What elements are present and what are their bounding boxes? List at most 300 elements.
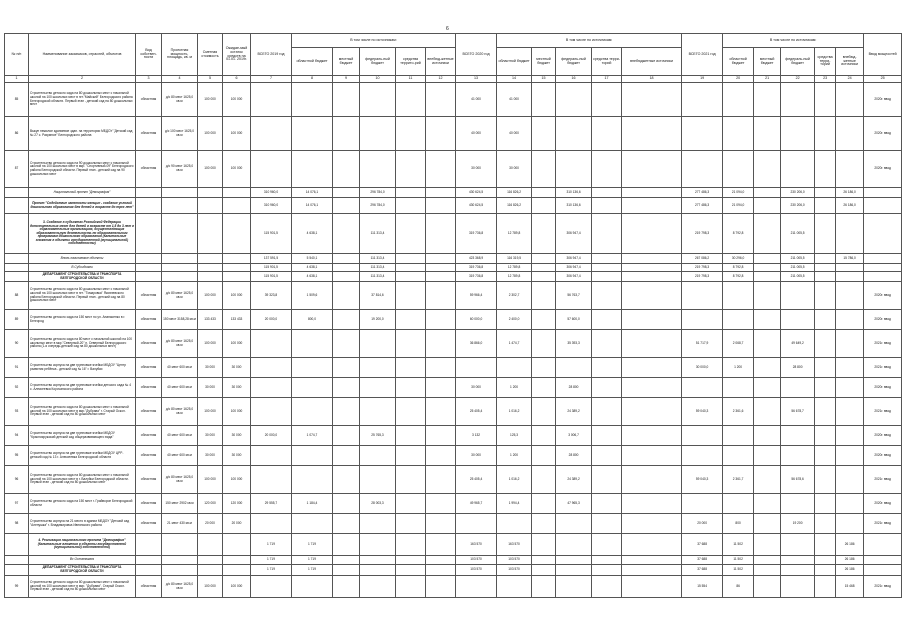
table-cell bbox=[426, 272, 456, 282]
table-cell: 40 000 bbox=[456, 117, 497, 151]
header-remain: Ожидае-мый остаток средств на 01.01. 2019г. bbox=[223, 34, 251, 76]
table-cell: 25 405,4 bbox=[456, 398, 497, 426]
table-cell bbox=[592, 565, 622, 576]
table-row bbox=[5, 426, 902, 446]
table-cell bbox=[426, 426, 456, 446]
table-cell bbox=[251, 117, 292, 151]
table-cell bbox=[622, 117, 682, 151]
table-cell: 423 368,9 bbox=[456, 254, 497, 264]
table-cell: 2020г. ввод bbox=[864, 151, 902, 188]
table-cell bbox=[497, 514, 532, 534]
table-cell bbox=[396, 264, 426, 272]
table-cell: 111 313,4 bbox=[360, 254, 396, 264]
table-cell bbox=[396, 534, 426, 556]
table-cell bbox=[136, 188, 162, 198]
table-cell bbox=[251, 358, 292, 378]
table-cell bbox=[622, 565, 682, 576]
table-cell: 100 000 bbox=[223, 83, 251, 117]
table-cell: 40 мест 600 кв.м bbox=[162, 378, 198, 398]
table-cell bbox=[333, 330, 360, 358]
row-name-cell: Строительство детского сада на 150 мест г. Грайворон Белгородской области bbox=[29, 494, 136, 514]
table-cell: д/с 80 мест 1625,0 кв.м bbox=[162, 330, 198, 358]
column-index-cell: 25 bbox=[864, 76, 902, 83]
table-cell bbox=[251, 576, 292, 598]
table-cell: 20 000 bbox=[223, 514, 251, 534]
header-local-2021: местный бюджет bbox=[754, 48, 781, 76]
table-cell bbox=[136, 254, 162, 264]
table-cell: 137 591,5 bbox=[251, 254, 292, 264]
header-offbudget-2021: внебюд-жетные источники bbox=[836, 48, 864, 76]
table-cell bbox=[136, 565, 162, 576]
table-cell bbox=[723, 310, 754, 330]
table-cell bbox=[426, 310, 456, 330]
table-cell: 21 094,0 bbox=[723, 188, 754, 198]
table-cell: 85 bbox=[5, 83, 29, 117]
table-cell: 90 bbox=[5, 330, 29, 358]
table-cell bbox=[592, 514, 622, 534]
table-cell: 1 719 bbox=[251, 556, 292, 565]
table-cell bbox=[864, 264, 902, 272]
table-cell bbox=[162, 254, 198, 264]
tot-row bbox=[5, 188, 902, 198]
table-cell: 8 792,8 bbox=[723, 272, 754, 282]
table-row bbox=[5, 576, 902, 598]
sec-row bbox=[5, 214, 902, 254]
column-index-cell: 23 bbox=[815, 76, 836, 83]
table-cell: 2020г. ввод bbox=[864, 378, 902, 398]
table-cell bbox=[426, 565, 456, 576]
row-name-cell: В Субсидиями bbox=[29, 264, 136, 272]
table-cell: 100 000 bbox=[223, 576, 251, 598]
table-cell bbox=[532, 398, 556, 426]
table-cell bbox=[592, 117, 622, 151]
table-row bbox=[5, 398, 902, 426]
table-cell: областная bbox=[136, 151, 162, 188]
table-cell bbox=[198, 272, 223, 282]
table-cell bbox=[815, 282, 836, 310]
table-cell bbox=[162, 565, 198, 576]
table-cell bbox=[426, 514, 456, 534]
table-cell: 111 313,4 bbox=[360, 264, 396, 272]
table-cell: 100 000 bbox=[198, 398, 223, 426]
table-cell bbox=[426, 358, 456, 378]
table-cell bbox=[532, 378, 556, 398]
row-name-cell: Вс Остаемимся bbox=[29, 556, 136, 565]
table-cell: областная bbox=[136, 117, 162, 151]
table-cell bbox=[754, 446, 781, 466]
table-cell bbox=[223, 264, 251, 272]
table-cell bbox=[532, 282, 556, 310]
table-cell: 99 bbox=[5, 576, 29, 598]
table-cell bbox=[622, 330, 682, 358]
table-cell: 116 826,2 bbox=[497, 188, 532, 198]
table-cell bbox=[815, 565, 836, 576]
table-cell bbox=[781, 378, 815, 398]
column-index-cell: 1 bbox=[5, 76, 29, 83]
table-cell: 2 068,7 bbox=[723, 330, 754, 358]
table-cell bbox=[781, 117, 815, 151]
table-cell bbox=[251, 446, 292, 466]
table-cell bbox=[622, 534, 682, 556]
table-cell bbox=[333, 254, 360, 264]
table-cell bbox=[836, 358, 864, 378]
table-cell bbox=[815, 466, 836, 494]
table-cell bbox=[556, 534, 592, 556]
header-offbudget-2020: внебюджетные источники bbox=[622, 48, 682, 76]
table-cell: 25 765,3 bbox=[360, 426, 396, 446]
table-cell bbox=[396, 514, 426, 534]
table-cell bbox=[333, 264, 360, 272]
column-index-cell: 24 bbox=[836, 76, 864, 83]
table-cell bbox=[333, 151, 360, 188]
table-cell bbox=[333, 534, 360, 556]
row-name-cell: Строительство детского сада на 80 дошкольных мест с начальной школой на 100 школьных мест в г. Валуйки Белгородской области. Первый этап - детский сад на 80 дошкольных мест bbox=[29, 466, 136, 494]
table-cell bbox=[815, 272, 836, 282]
table-cell: 211 005,5 bbox=[781, 254, 815, 264]
table-cell bbox=[723, 446, 754, 466]
table-cell bbox=[426, 556, 456, 565]
table-cell: 2 400,0 bbox=[497, 310, 532, 330]
table-cell bbox=[136, 556, 162, 565]
sec-row bbox=[5, 534, 902, 556]
tot-row bbox=[5, 254, 902, 264]
row-name-cell: 3. Создание в субъектах Российской Федерации дополнительных мест для детей в возрасте от 1,5 до 3 лет в образовательных организациях, осуществляющих образовательную деятельность по образовательным программам дошкольного образования (Капитальные вложения в объекты государственной (муниципальной) собственности) bbox=[29, 214, 136, 254]
table-cell bbox=[333, 446, 360, 466]
table-cell: 2020г. ввод bbox=[864, 117, 902, 151]
table-cell: 1 184,4 bbox=[292, 494, 333, 514]
column-index-cell: 15 bbox=[532, 76, 556, 83]
table-cell bbox=[781, 446, 815, 466]
table-cell bbox=[251, 466, 292, 494]
row-name-cell: Строительство детского сада на 90 дошкольных мест с начальной школой на 100 школьных мест в мкр. "Спортивный-09" Белгородского района Белгородской области. Первый этап - детский сад на 90 дошкольных мест bbox=[29, 151, 136, 188]
table-cell bbox=[532, 466, 556, 494]
table-cell: 1 074,7 bbox=[292, 426, 333, 446]
table-cell bbox=[136, 214, 162, 254]
table-cell bbox=[360, 117, 396, 151]
table-cell: 319 736,8 bbox=[456, 264, 497, 272]
table-cell bbox=[360, 565, 396, 576]
header-total-2019: ВСЕГО 2019 год bbox=[251, 34, 292, 76]
table-cell bbox=[360, 534, 396, 556]
table-cell: 98 bbox=[5, 514, 29, 534]
table-header bbox=[5, 34, 902, 83]
table-cell bbox=[5, 264, 29, 272]
table-cell bbox=[162, 272, 198, 282]
table-cell: 15 468 bbox=[836, 576, 864, 598]
table-cell: 100 000 bbox=[198, 282, 223, 310]
header-local-2020: местный бюджет bbox=[532, 48, 556, 76]
row-name-cell: Вновь начинаемые объекты bbox=[29, 254, 136, 264]
row-name-cell: Строительство корпуса на 21 место в здании МБДОУ "Детский сад "Аленушка" г. Владимировка Ивнянского района bbox=[29, 514, 136, 534]
table-cell: 3 132 bbox=[456, 426, 497, 446]
row-name-cell: Строительство корпуса на две групповые ячейки МБДОУ ЦРР-детский сад № 13 г. Алексеевка Белгородской области bbox=[29, 446, 136, 466]
table-cell: 267 086,2 bbox=[682, 254, 723, 264]
table-cell bbox=[556, 565, 592, 576]
table-cell: 100 000 bbox=[198, 83, 223, 117]
header-local-2019: местный бюджет bbox=[333, 48, 360, 76]
table-cell: 20 000,0 bbox=[251, 426, 292, 446]
table-cell bbox=[360, 576, 396, 598]
table-cell bbox=[532, 254, 556, 264]
column-index-cell: 21 bbox=[754, 76, 781, 83]
table-cell bbox=[815, 198, 836, 214]
table-cell bbox=[682, 446, 723, 466]
header-incl-2019: В том числе по источникам: bbox=[292, 34, 456, 48]
table-cell: 25 405,4 bbox=[456, 466, 497, 494]
table-cell: 30 000 bbox=[198, 378, 223, 398]
table-cell: 1 719 bbox=[292, 556, 333, 565]
table-cell: 35 393,3 bbox=[556, 330, 592, 358]
table-cell bbox=[333, 426, 360, 446]
tot-row bbox=[5, 264, 902, 272]
header-federal-2021: федераль-ный бюджет bbox=[781, 48, 815, 76]
table-cell bbox=[864, 198, 902, 214]
table-cell bbox=[456, 358, 497, 378]
table-cell bbox=[815, 494, 836, 514]
table-cell: 95 bbox=[5, 446, 29, 466]
column-index-cell: 5 bbox=[198, 76, 223, 83]
table-cell: 1 016,2 bbox=[497, 466, 532, 494]
table-cell bbox=[532, 272, 556, 282]
table-cell: 310 960,0 bbox=[251, 198, 292, 214]
column-index-cell: 22 bbox=[781, 76, 815, 83]
table-cell bbox=[592, 556, 622, 565]
table-cell bbox=[836, 282, 864, 310]
table-cell: 2020г. ввод bbox=[864, 446, 902, 466]
table-cell bbox=[198, 254, 223, 264]
table-cell bbox=[622, 151, 682, 188]
table-cell bbox=[864, 188, 902, 198]
table-cell bbox=[223, 214, 251, 254]
table-cell bbox=[333, 310, 360, 330]
column-index-cell: 8 bbox=[292, 76, 333, 83]
table-cell: 310 136,6 bbox=[556, 198, 592, 214]
header-offbudget-2019: внебюд-жетные источники bbox=[426, 48, 456, 76]
column-index-cell: 4 bbox=[162, 76, 198, 83]
table-cell bbox=[592, 188, 622, 198]
table-row bbox=[5, 282, 902, 310]
table-cell bbox=[292, 466, 333, 494]
table-cell: 111 313,4 bbox=[360, 272, 396, 282]
table-cell bbox=[815, 398, 836, 426]
table-cell bbox=[5, 272, 29, 282]
table-cell: 1 994,4 bbox=[497, 494, 532, 514]
table-cell bbox=[754, 272, 781, 282]
row-name-cell: Строительство корпуса на две групповые ячейки МБДОУ "Краснояружский детский сад общеразвивающего вида" bbox=[29, 426, 136, 446]
table-cell: 1 200 bbox=[497, 378, 532, 398]
table-cell: 306 947,4 bbox=[556, 272, 592, 282]
table-cell bbox=[292, 358, 333, 378]
table-cell: 1 200 bbox=[497, 446, 532, 466]
table-cell: 111 313,4 bbox=[360, 214, 396, 254]
table-cell bbox=[622, 494, 682, 514]
table-cell bbox=[333, 378, 360, 398]
table-cell bbox=[292, 398, 333, 426]
table-cell: д/с 80 мест 1625,0 кв.м bbox=[162, 466, 198, 494]
table-cell: 28 800 bbox=[556, 378, 592, 398]
table-cell bbox=[836, 514, 864, 534]
table-cell bbox=[682, 282, 723, 310]
table-cell bbox=[396, 83, 426, 117]
table-cell: 306 947,4 bbox=[556, 214, 592, 254]
table-row bbox=[5, 466, 902, 494]
table-cell bbox=[333, 398, 360, 426]
table-cell bbox=[292, 446, 333, 466]
table-cell: 2 361,6 bbox=[723, 398, 754, 426]
table-cell bbox=[781, 426, 815, 446]
table-cell bbox=[815, 151, 836, 188]
table-cell bbox=[622, 310, 682, 330]
table-cell: 100 000 bbox=[198, 466, 223, 494]
table-cell bbox=[754, 214, 781, 254]
header-regional-2019: областной бюджет bbox=[292, 48, 333, 76]
table-cell bbox=[592, 494, 622, 514]
table-cell bbox=[223, 534, 251, 556]
table-cell bbox=[532, 494, 556, 514]
table-cell bbox=[360, 378, 396, 398]
table-cell: областная bbox=[136, 446, 162, 466]
table-cell bbox=[622, 398, 682, 426]
table-cell bbox=[556, 556, 592, 565]
table-cell bbox=[333, 214, 360, 254]
table-cell: 51 717,9 bbox=[682, 330, 723, 358]
table-cell: 11 502 bbox=[723, 556, 754, 565]
table-cell: 2021г. ввод bbox=[864, 514, 902, 534]
table-cell bbox=[162, 556, 198, 565]
table-cell bbox=[5, 556, 29, 565]
table-cell bbox=[815, 556, 836, 565]
table-cell: 97 bbox=[5, 494, 29, 514]
table-cell: 103 570 bbox=[497, 556, 532, 565]
table-cell: 100 000 bbox=[223, 282, 251, 310]
table-cell: областная bbox=[136, 83, 162, 117]
row-name-cell: Строительство детского сада на 80 дошкольных мест с начальной школой на 100 школьных мест в мкр. "Дубрава", Старый Оскол. Первый этап - детский сад на 80 дошкольных мест bbox=[29, 576, 136, 598]
table-cell bbox=[333, 282, 360, 310]
row-name-cell: Строительство корпуса на две групповые ячейки МБДОУ "Центр развития ребёнка - детский сад № 16" г. Валуйки bbox=[29, 358, 136, 378]
table-cell: 26 186,0 bbox=[836, 198, 864, 214]
header-name: Наименование заказчиков, отраслей, объектов bbox=[29, 34, 136, 76]
table-cell: 30 000 bbox=[223, 426, 251, 446]
table-cell bbox=[592, 576, 622, 598]
table-cell: 116 319,5 bbox=[497, 254, 532, 264]
table-cell: 39 323,8 bbox=[251, 282, 292, 310]
table-body bbox=[5, 83, 902, 598]
table-cell bbox=[532, 117, 556, 151]
table-cell bbox=[754, 358, 781, 378]
table-cell bbox=[754, 83, 781, 117]
table-cell bbox=[198, 534, 223, 556]
table-row bbox=[5, 330, 902, 358]
table-cell: областная bbox=[136, 310, 162, 330]
table-cell bbox=[592, 330, 622, 358]
table-cell bbox=[723, 151, 754, 188]
table-cell bbox=[836, 272, 864, 282]
header-regional-2021: областной бюджет bbox=[723, 48, 754, 76]
table-cell: 430 624,5 bbox=[456, 198, 497, 214]
table-cell: 219 798,3 bbox=[682, 272, 723, 282]
table-cell bbox=[754, 565, 781, 576]
table-cell bbox=[754, 188, 781, 198]
table-cell bbox=[622, 83, 682, 117]
table-cell: 133 433 bbox=[223, 310, 251, 330]
table-cell bbox=[592, 310, 622, 330]
table-cell bbox=[592, 198, 622, 214]
table-cell bbox=[532, 264, 556, 272]
table-cell bbox=[622, 214, 682, 254]
table-cell bbox=[532, 565, 556, 576]
table-cell: д/с 80 мест 1625,0 кв.м bbox=[162, 576, 198, 598]
table-cell: 56 763,7 bbox=[556, 282, 592, 310]
table-cell: 310 960,0 bbox=[251, 188, 292, 198]
table-cell bbox=[396, 310, 426, 330]
table-cell bbox=[754, 556, 781, 565]
table-cell: 120 000 bbox=[198, 494, 223, 514]
table-cell: 319 736,8 bbox=[456, 214, 497, 254]
table-cell: 30 000 bbox=[198, 426, 223, 446]
table-cell bbox=[754, 282, 781, 310]
table-cell: 103 570 bbox=[456, 565, 497, 576]
table-cell: 30 000 bbox=[198, 358, 223, 378]
table-cell bbox=[682, 426, 723, 446]
row-name-cell: Строительство детского сада на 80 мест с начальной школой на 100 школьных мест в мкр."Северный-20" п. Северный Белгородского района (1-я очередь-детский сад на 80 дошкольных мест) bbox=[29, 330, 136, 358]
table-cell: 100 000 bbox=[198, 576, 223, 598]
column-index-cell: 6 bbox=[223, 76, 251, 83]
table-cell: 163 570 bbox=[497, 534, 532, 556]
table-cell: 30 000 bbox=[456, 378, 497, 398]
page-number: 6 bbox=[446, 26, 449, 32]
table-cell: 277 486,3 bbox=[682, 188, 723, 198]
table-cell bbox=[456, 514, 497, 534]
header-incl-2021: В том числе по источникам: bbox=[723, 34, 864, 48]
table-cell: 37 814,6 bbox=[360, 282, 396, 310]
table-cell bbox=[556, 576, 592, 598]
table-cell bbox=[754, 534, 781, 556]
table-cell: 133 433 bbox=[198, 310, 223, 330]
table-cell bbox=[723, 426, 754, 446]
table-cell bbox=[426, 198, 456, 214]
table-cell bbox=[864, 214, 902, 254]
table-cell bbox=[754, 310, 781, 330]
table-cell: 4 638,1 bbox=[292, 214, 333, 254]
table-cell: 15 786,0 bbox=[836, 254, 864, 264]
table-cell: 211 005,5 bbox=[781, 264, 815, 272]
row-name-cell: Строительство детского сада на 80 дошкольных мест с начальной школой на 100 школьных мест в мкр."Дубрава" г. Старый Оскол. Первый этап - детский сад на 80 дошкольных мест bbox=[29, 398, 136, 426]
table-row bbox=[5, 310, 902, 330]
table-cell bbox=[754, 151, 781, 188]
table-cell bbox=[836, 466, 864, 494]
table-cell: 100 000 bbox=[223, 151, 251, 188]
table-cell bbox=[426, 576, 456, 598]
table-cell bbox=[532, 214, 556, 254]
table-cell bbox=[864, 254, 902, 264]
table-cell bbox=[864, 556, 902, 565]
table-cell bbox=[396, 426, 426, 446]
table-cell bbox=[333, 565, 360, 576]
table-cell: 430 624,5 bbox=[456, 188, 497, 198]
header-capacity: Проектная мощность, площадь, кв. м bbox=[162, 34, 198, 76]
table-cell bbox=[723, 378, 754, 398]
table-cell: 800,0 bbox=[292, 310, 333, 330]
table-cell: 2021г. ввод bbox=[864, 576, 902, 598]
table-cell bbox=[360, 466, 396, 494]
table-cell bbox=[198, 214, 223, 254]
table-cell bbox=[781, 534, 815, 556]
table-cell bbox=[497, 358, 532, 378]
table-cell bbox=[292, 151, 333, 188]
table-cell: 115 901,5 bbox=[251, 214, 292, 254]
table-cell: 5 540,1 bbox=[292, 254, 333, 264]
table-cell: 1 509,6 bbox=[292, 282, 333, 310]
